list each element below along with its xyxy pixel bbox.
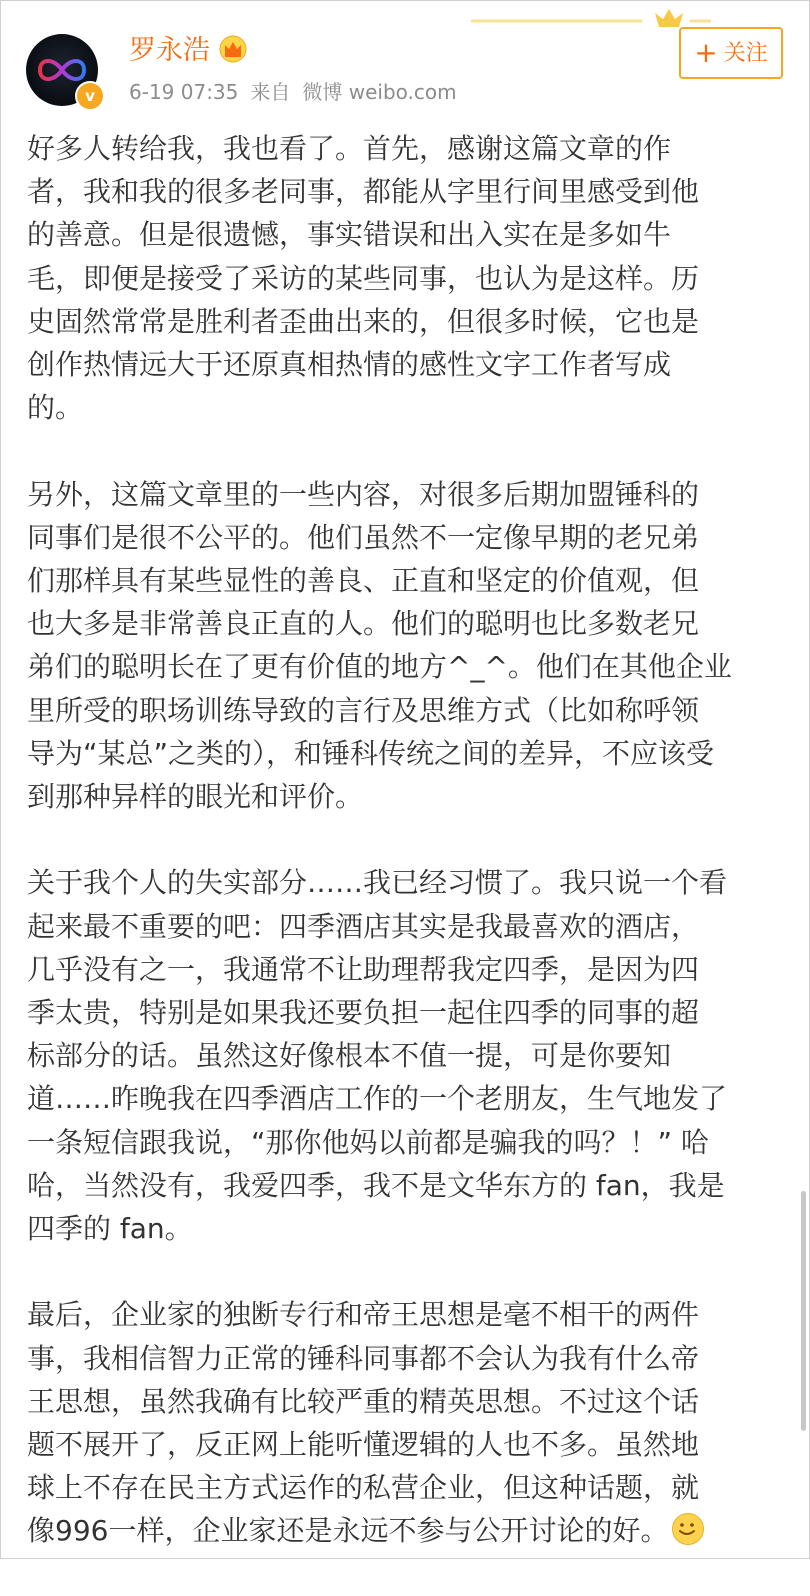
post-text-line: 起来最不重要的吧：四季酒店其实是我最喜欢的酒店， [27,909,700,943]
post-text-line: 到那种异样的眼光和评价。 [27,780,364,814]
post-meta [129,78,469,106]
post-text-line: 另外，这篇文章里的一些内容，对很多后期加盟锤科的 [27,477,700,511]
post-paragraph [27,861,775,1250]
post-source[interactable]: 微博 weibo.com [302,80,457,104]
post-header [1,1,810,121]
post-text-line: 也大多是非常善良正直的人。他们的聪明也比多数老兄 [27,607,700,641]
post-text-line: 题不展开了，反正网上能听懂逻辑的人也不多。虽然地 [27,1428,700,1462]
post-text-line: 弟们的聪明长在了更有价值的地方^_^。他们在其他企业 [27,650,732,684]
post-text-line: 关于我个人的失实部分……我已经习惯了。我只说一个看 [27,866,728,900]
follow-label: 关注 [723,41,768,66]
post-text-line: 史固然常常是胜利者歪曲出来的，但很多时候，它也是 [27,304,700,338]
post-text-line: 哈，当然没有，我爱四季，我不是文华东方的 fan，我是 [27,1168,725,1202]
post-text-line: 导为“某总”之类的），和锤科传统之间的差异，不应该受 [27,736,715,770]
post-text-line: 像996一样，企业家还是永远不参与公开讨论的好。 [27,1509,775,1552]
post-text-line: 好多人转给我，我也看了。首先，感谢这篇文章的作 [27,132,672,165]
crown-icon [219,35,247,63]
post-time: 6-19 07:35 [129,80,239,104]
verified-badge-icon: v [75,81,105,111]
post-body [27,127,775,1596]
post-text-line: 的善意。但是很遗憾，事实错误和出入实在是多如牛 [27,218,672,252]
post-text-line: 球上不存在民主方式运作的私营企业，但这种话题，就 [27,1471,700,1505]
post-text-line: 几乎没有之一，我通常不让助理帮我定四季，是因为四 [27,952,700,986]
post-paragraph [27,127,775,429]
post-paragraph [27,1293,775,1552]
post-text-line: 毛，即便是接受了采访的某些同事，也认为是这样。历 [27,261,700,295]
post-text-line: 的。 [27,391,84,425]
smile-emoji-icon [672,1513,704,1545]
post-text-line: 者，我和我的很多老同事，都能从字里行间里感受到他 [27,175,700,209]
post-text-line: 四季的 fan。 [27,1212,193,1246]
post-text-line: 一条短信跟我说，“那你他妈以前都是骗我的吗？！” 哈 [27,1125,709,1159]
post-text-line: 里所受的职场训练导致的言行及思维方式（比如称呼领 [27,693,700,727]
plus-icon: + [694,36,718,69]
post-text-line: 们那样具有某些显性的善良、正直和坚定的价值观，但 [27,564,700,598]
username[interactable]: 罗永浩 [129,35,210,66]
post-text-line: 道……昨晚我在四季酒店工作的一个老朋友，生气地发了 [27,1082,728,1116]
post-text-line: 标部分的话。虽然这好像根本不值一提，可是你要知 [27,1039,672,1073]
post-paragraph [27,473,775,819]
post-text-line: 创作热情远大于还原真相热情的感性文字工作者写成 [27,348,672,382]
post-text-line: 事，我相信智力正常的锤科同事都不会认为我有什么帝 [27,1341,700,1375]
follow-button[interactable] [679,27,783,79]
post-text-line: 同事们是很不公平的。他们虽然不一定像早期的老兄弟 [27,520,700,554]
post-text-line: 王思想，虽然我确有比较严重的精英思想。不过这个话 [27,1384,700,1418]
scrollbar[interactable] [801,1191,806,1431]
post-text-line: 季太贵，特别是如果我还要负担一起住四季的同事的超 [27,996,700,1030]
post-text-line: 最后，企业家的独断专行和帝王思想是毫不相干的两件 [27,1298,700,1332]
source-prefix: 来自 [250,80,291,104]
